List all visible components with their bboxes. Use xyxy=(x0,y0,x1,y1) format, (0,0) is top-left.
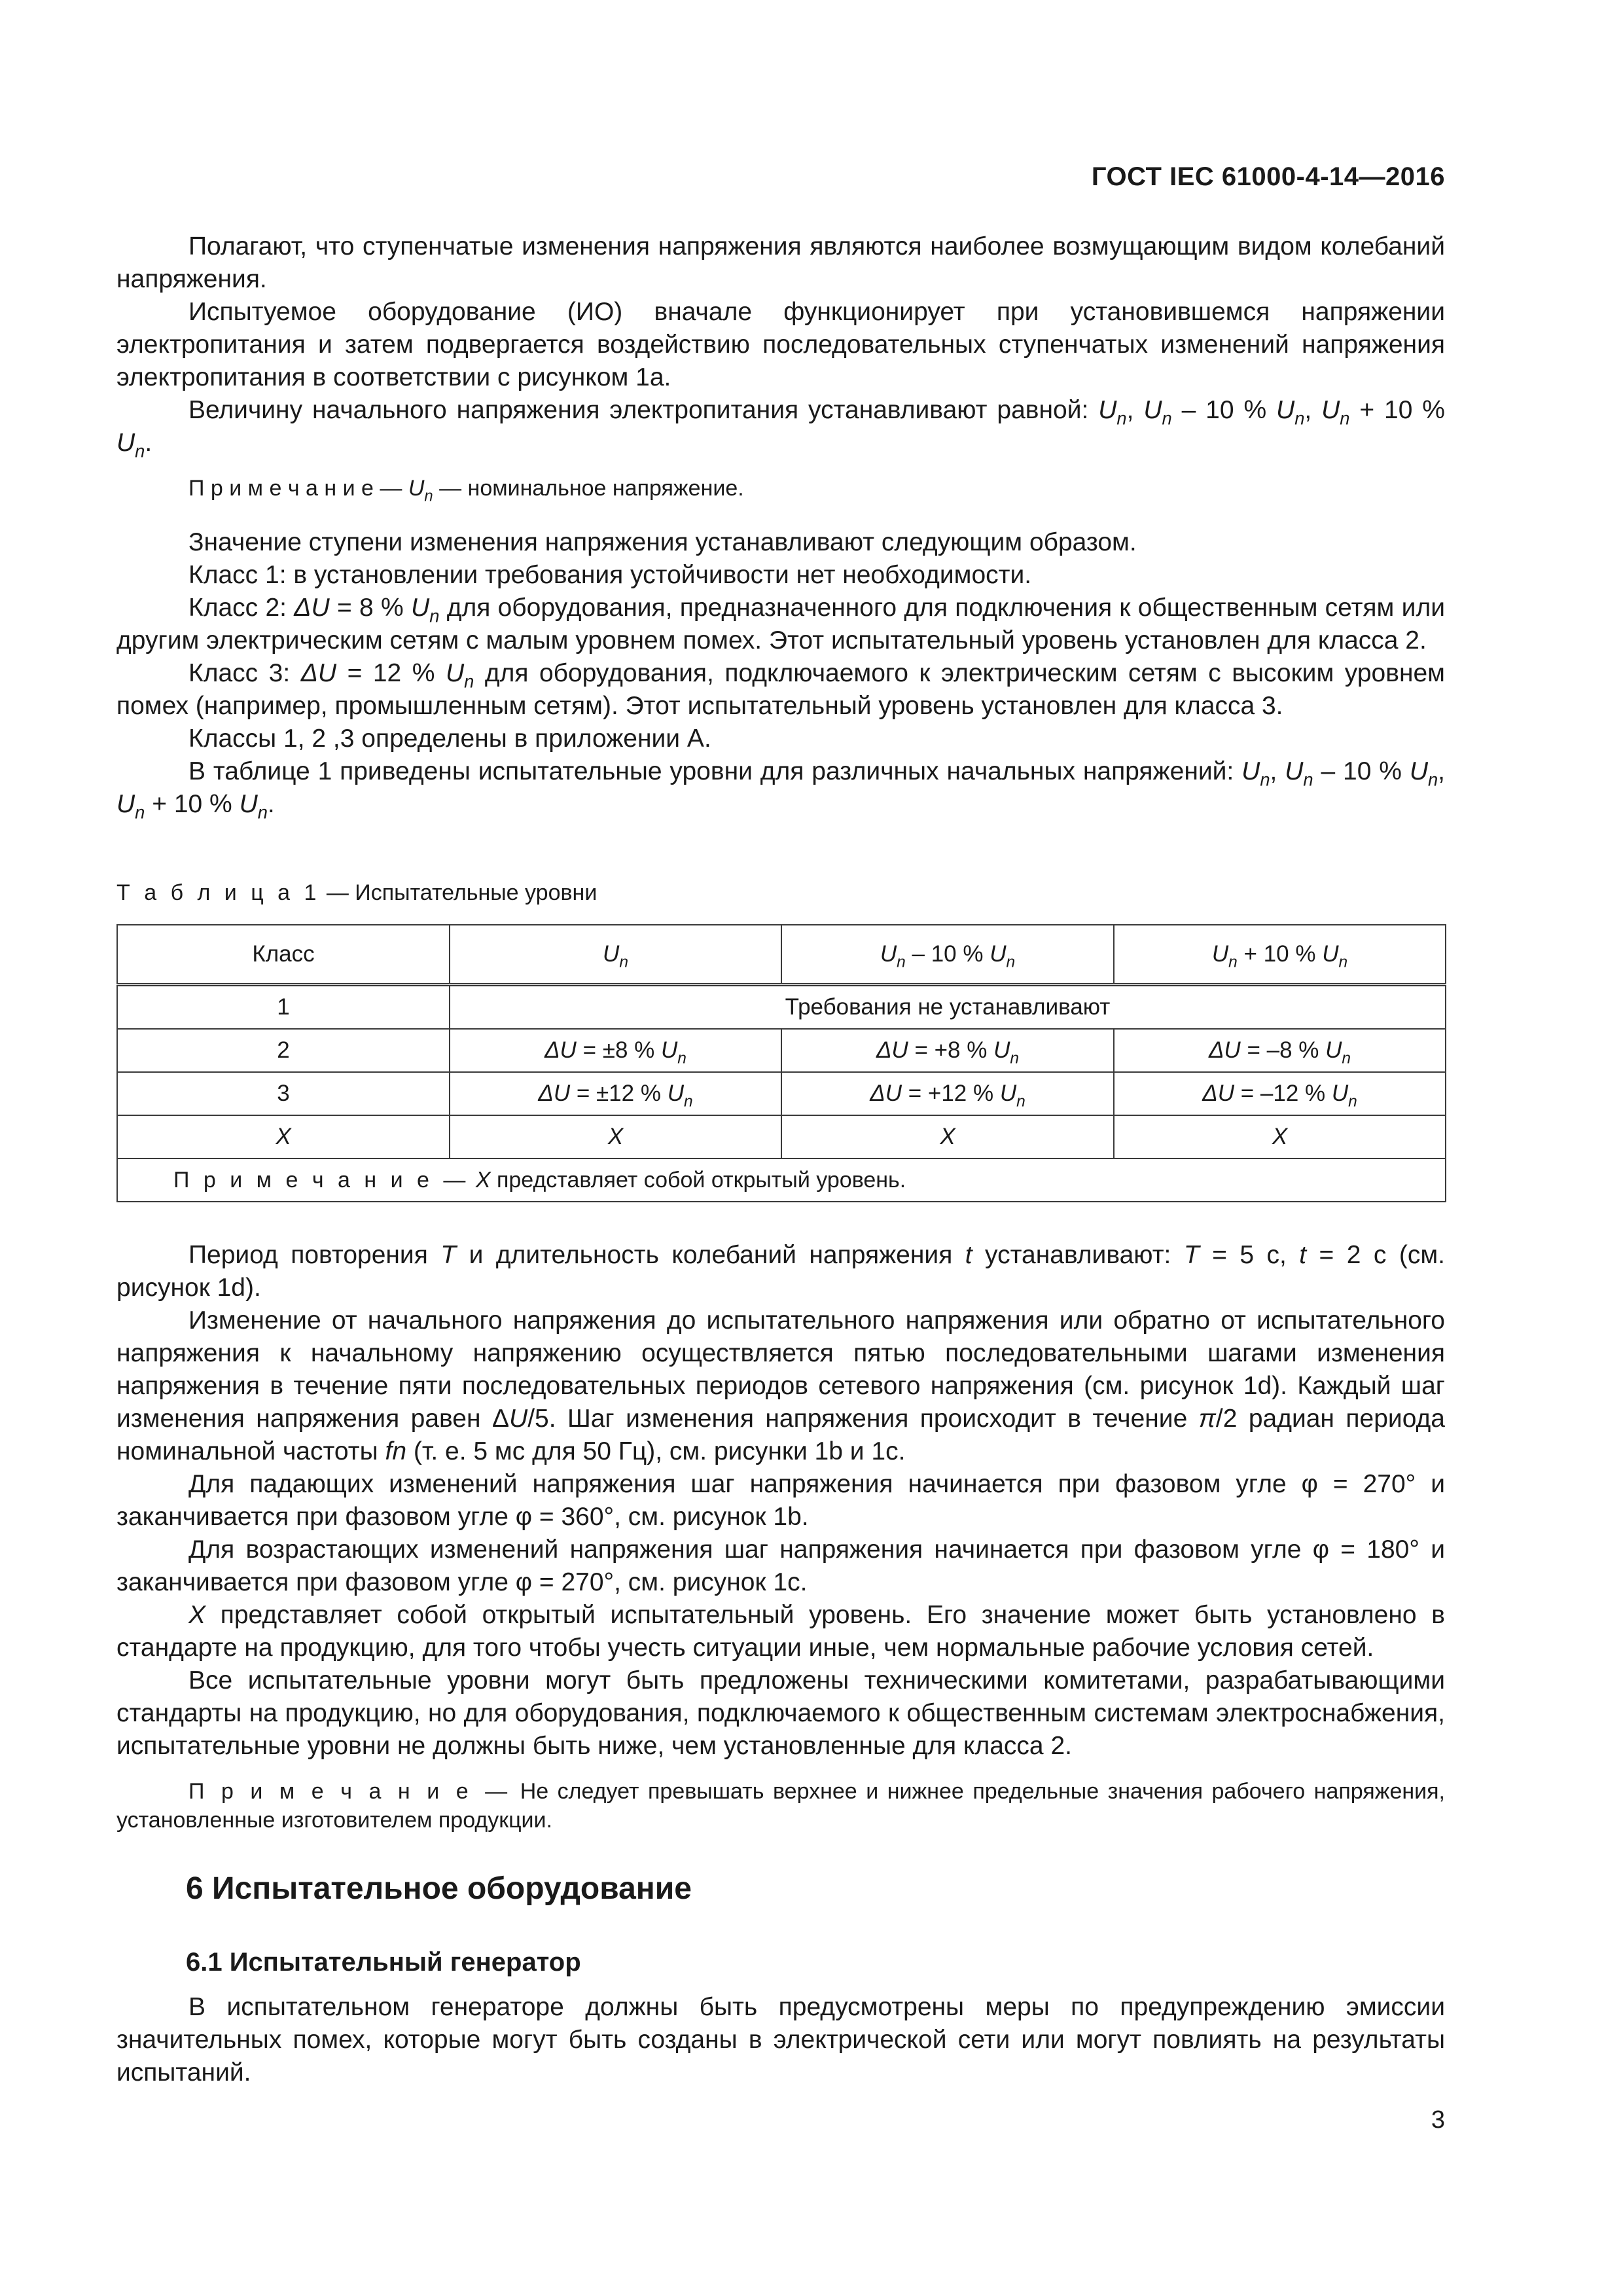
table-caption: Т а б л и ц а 1 — Испытательные уровни xyxy=(116,880,597,905)
level-cell: X xyxy=(450,1115,781,1158)
standard-header: ГОСТ IEC 61000-4-14—2016 xyxy=(1091,162,1445,191)
paragraph-initial-voltage: Величину начального напряжения электропитания устанавливают равной: $U_n$, $U_n - 10$ % $U_n$, $U_n + 10$ % $U_n$. xyxy=(116,396,1445,461)
paragraph: Классы 1, 2 ,3 определены в приложении А. xyxy=(188,725,711,753)
paragraph: Полагают, что ступенчатые изменения напряжения являются наиболее возмущающим видом колебаний напряжения. xyxy=(116,232,1445,293)
header-class: Класс xyxy=(117,925,450,985)
section-heading: 6 Испытательное оборудование xyxy=(186,1871,692,1906)
page-number: 3 xyxy=(1431,2106,1445,2134)
document-page xyxy=(116,0,1445,2296)
paragraph-class-3: Класс 3: ΔU = 12 % $U_n$ для оборудования, подключаемого к электрическим сетям с высоким уровнем помех (например, промышленным сетям). Этот испытательный уровень установлен для класса 3. xyxy=(116,659,1445,720)
body-text-2 xyxy=(116,1239,1445,1835)
table-row xyxy=(117,1115,1446,1158)
table-note-row xyxy=(117,1158,1446,1202)
class-cell: 3 xyxy=(117,1072,450,1115)
header-un-minus: $U_n - 10$ % $U_n$ xyxy=(781,925,1114,985)
paragraph: Для возрастающих изменений напряжения шаг напряжения начинается при фазовом угле φ = 180° и заканчивается при фазовом угле φ = 270°, см. рисунок 1с. xyxy=(116,1535,1445,1596)
paragraph: Испытуемое оборудование (ИО) вначале функционирует при установившемся напряжении электропитания и затем подвергается воздействию последовательных ступенчатых изменений напряжения электропитания в соответствии с рисунком 1а. xyxy=(116,298,1445,391)
merged-cell: Требования не устанавливают xyxy=(450,985,1446,1030)
table-row xyxy=(117,985,1446,1030)
level-cell: ΔU = +12 % $U_n$ xyxy=(781,1072,1114,1115)
class-cell: 1 xyxy=(117,985,450,1030)
paragraph: Период повторения T и длительность колебаний напряжения t устанавливают: T = 5 с, t = 2 с (см. рисунок 1d). xyxy=(116,1241,1445,1302)
level-cell: ΔU = –8 % $U_n$ xyxy=(1114,1029,1446,1072)
level-cell: ΔU = +8 % $U_n$ xyxy=(781,1029,1114,1072)
paragraph-table-ref: В таблице 1 приведены испытательные уровни для различных начальных напряжений: $U_n$, $U_n - 10$ % $U_n$, $U_n + 10$ % $U_n$. xyxy=(116,757,1446,823)
paragraph-class-2: Класс 2: ΔU = 8 % $U_n$ для оборудования, предназначенного для подключения к общественным сетям или другим электрическим сетям с малым уровнем помех. Этот испытательный уровень установлен для класса 2. xyxy=(116,594,1445,655)
table-row xyxy=(117,1029,1446,1072)
level-cell: X xyxy=(1114,1115,1446,1158)
paragraph: Все испытательные уровни могут быть предложены техническими комитетами, разрабатывающими стандарты на продукцию, но для оборудования, подключаемого к общественным системам электроснабжения, испытательные уровни не должны быть ниже, чем установленные для класса 2. xyxy=(116,1666,1445,1760)
paragraph: Значение ступени изменения напряжения устанавливают следующим образом. xyxy=(188,528,1137,556)
level-cell: X xyxy=(781,1115,1114,1158)
paragraph: Изменение от начального напряжения до испытательного напряжения или обратно от испытательного напряжения к начальному напряжению осуществляется пятью последовательными шагами изменения напряжения в течение пяти последовательных периодов сетевого напряжения (см. рисунок 1d). Каждый шаг изменения напряжения равен ΔU/5. Шаг изменения напряжения происходит в течение π/2 радиан периода номинальной частоты fn (т. е. 5 мс для 50 Гц), см. рисунки 1b и 1c. xyxy=(116,1306,1445,1465)
paragraph: В испытательном генераторе должны быть предусмотрены меры по предупреждению эмиссии значительных помех, которые могут быть созданы в электрической сети или могут повлиять на результаты испытаний. xyxy=(116,1993,1445,2087)
level-cell: ΔU = ±8 % $U_n$ xyxy=(450,1029,781,1072)
test-levels-table xyxy=(116,924,1446,1202)
table-note: П р и м е ч а н и е — X представляет собой открытый уровень. xyxy=(117,1158,1446,1202)
class-cell: X xyxy=(117,1115,450,1158)
note: П р и м е ч а н и е — Не следует превышать верхнее и нижнее предельные значения рабочего напряжения, установленные изготовителем продукции. xyxy=(116,1779,1445,1833)
table-header-row xyxy=(117,925,1446,985)
table-row xyxy=(117,1072,1446,1115)
body-text-3 xyxy=(116,1991,1445,2089)
paragraph: Класс 1: в установлении требования устойчивости нет необходимости. xyxy=(188,561,1032,589)
body-text-1 xyxy=(116,230,1445,821)
paragraph: Для падающих изменений напряжения шаг напряжения начинается при фазовом угле φ = 270° и заканчивается при фазовом угле φ = 360°, см. рисунок 1b. xyxy=(116,1470,1445,1531)
paragraph: X представляет собой открытый испытательный уровень. Его значение может быть установлено в стандарте на продукцию, для того чтобы учесть ситуации иные, чем нормальные рабочие условия сетей. xyxy=(116,1601,1445,1662)
subsection-heading: 6.1 Испытательный генератор xyxy=(186,1948,581,1977)
header-un: $U_n$ xyxy=(450,925,781,985)
level-cell: ΔU = –12 % $U_n$ xyxy=(1114,1072,1446,1115)
level-cell: ΔU = ±12 % $U_n$ xyxy=(450,1072,781,1115)
note: П р и м е ч а н и е — $U_n$ — номинальное напряжение. xyxy=(188,476,744,505)
header-un-plus: $U_n + 10$ % $U_n$ xyxy=(1114,925,1446,985)
class-cell: 2 xyxy=(117,1029,450,1072)
